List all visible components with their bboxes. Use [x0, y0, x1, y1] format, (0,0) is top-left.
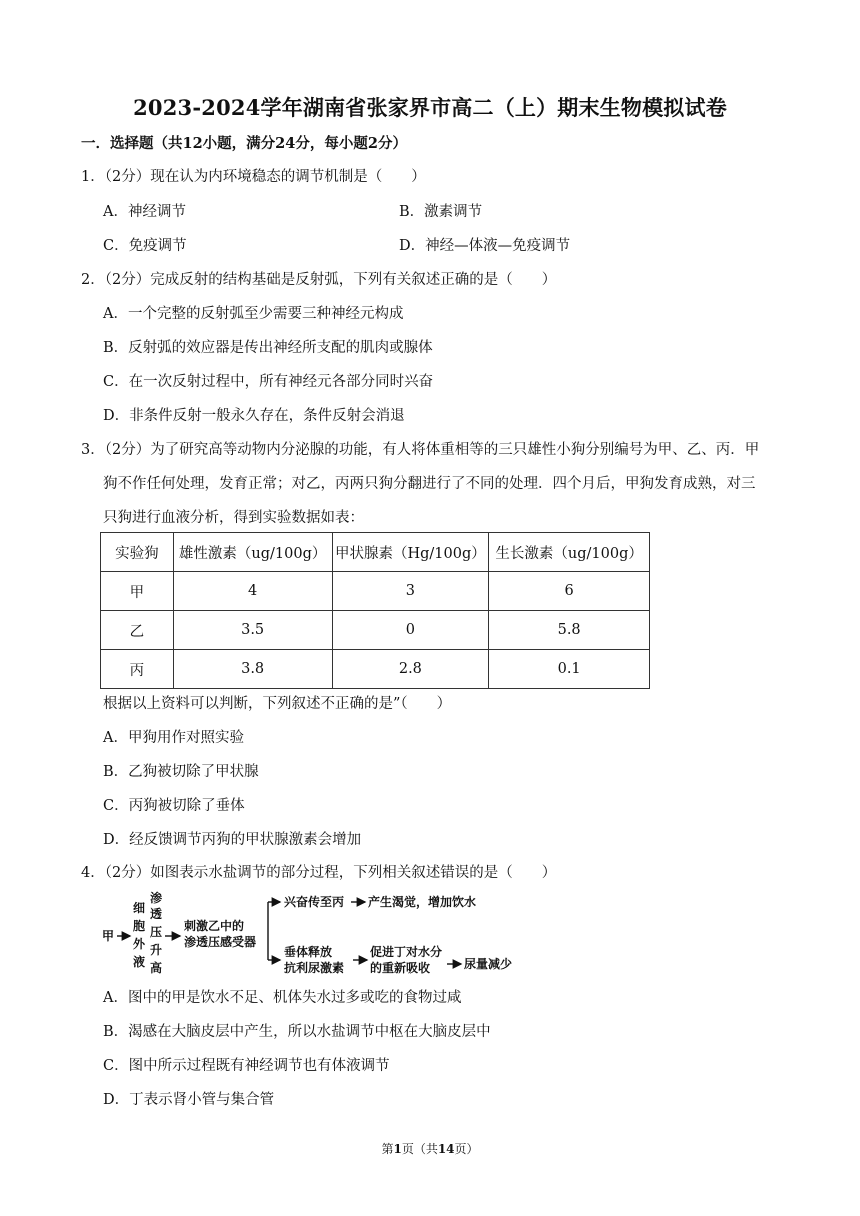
page-footer	[0, 1140, 860, 1157]
table-cell: 甲	[101, 572, 174, 611]
diagram-label-osm-3: 压	[150, 925, 163, 939]
diagram-label-upper-1: 兴奋传至丙	[284, 895, 345, 909]
diagram-label-ecf-3: 外	[133, 937, 146, 951]
question-3-option-a: A．甲狗用作对照实验	[103, 730, 244, 746]
table-header-cell: 生长激素（ug/100g）	[489, 533, 650, 572]
table-cell: 0.1	[489, 650, 650, 689]
diagram-label-osm-4: 升	[150, 943, 163, 957]
question-1-stem: 1．（2分）现在认为内环境稳态的调节机制是（ ）	[81, 169, 426, 185]
section-heading: 一．选择题（共12小题，满分24分，每小题2分）	[81, 135, 407, 152]
question-3-option-c: C．丙狗被切除了垂体	[103, 798, 245, 814]
diagram-label-ecf-1: 细	[133, 901, 146, 915]
water-salt-regulation-diagram	[100, 890, 520, 982]
question-3-prompt: 根据以上资料可以判断，下列叙述不正确的是”（ ）	[103, 696, 452, 712]
question-1-option-d: D．神经—体液—免疫调节	[399, 238, 571, 254]
diagram-label-lower-1a: 垂体释放	[284, 945, 333, 959]
table-cell: 丙	[101, 650, 174, 689]
question-2-option-b: B．反射弧的效应器是传出神经所支配的肌肉或腺体	[103, 340, 433, 356]
diagram-label-osm-1: 渗	[150, 891, 163, 905]
question-3-stem-line3: 只狗进行血液分析，得到实验数据如表：	[103, 510, 364, 526]
diagram-label-upper-2: 产生渴觉，增加饮水	[368, 895, 477, 909]
table-header-cell: 实验狗	[101, 533, 174, 572]
table-row	[101, 611, 650, 650]
table-cell: 0	[332, 611, 489, 650]
footer-suffix: 页）	[454, 1142, 479, 1156]
question-3-stem-line1: 3．（2分）为了研究高等动物内分泌腺的功能，有人将体重相等的三只雄性小狗分别编号为甲、乙、丙．甲	[81, 442, 760, 458]
question-3-stem-line2: 狗不作任何处理，发育正常；对乙，丙两只狗分翻进行了不同的处理．四个月后，甲狗发育成熟，对三	[103, 476, 756, 492]
question-3-option-b: B．乙狗被切除了甲状腺	[103, 764, 259, 780]
table-cell: 4	[173, 572, 332, 611]
question-3-option-d: D．经反馈调节丙狗的甲状腺激素会增加	[103, 832, 362, 848]
table-cell: 5.8	[489, 611, 650, 650]
footer-total-pages: 14	[437, 1142, 455, 1156]
diagram-label-lower-2a: 促进丁对水分	[370, 945, 443, 959]
question-1-option-b: B．激素调节	[399, 204, 483, 220]
footer-prefix: 第	[381, 1142, 394, 1156]
diagram-label-jia: 甲	[102, 929, 115, 943]
diagram-label-lower-2b: 的重新吸收	[370, 961, 431, 975]
question-4-option-a: A．图中的甲是饮水不足、机体失水过多或吃的食物过咸	[103, 990, 462, 1006]
diagram-label-osm-2: 透	[150, 907, 163, 921]
question-4-option-c: C．图中所示过程既有神经调节也有体液调节	[103, 1058, 390, 1074]
table-header-row	[101, 533, 650, 572]
table-cell: 乙	[101, 611, 174, 650]
question-4-option-d: D．丁表示肾小管与集合管	[103, 1092, 275, 1108]
table-row	[101, 572, 650, 611]
footer-page-number: 1	[393, 1142, 402, 1156]
table-header-cell: 雄性激素（ug/100g）	[173, 533, 332, 572]
question-4-stem: 4．（2分）如图表示水盐调节的部分过程，下列相关叙述错误的是（ ）	[81, 865, 557, 881]
diagram-label-receptor-2: 渗透压感受器	[184, 935, 257, 949]
diagram-label-lower-1b: 抗利尿激素	[284, 961, 345, 975]
diagram-label-ecf-2: 胞	[133, 919, 146, 933]
table-cell: 6	[489, 572, 650, 611]
question-2-option-d: D．非条件反射一般永久存在，条件反射会消退	[103, 408, 405, 424]
question-2-option-c: C．在一次反射过程中，所有神经元各部分同时兴奋	[103, 374, 434, 390]
footer-middle: 页（共	[401, 1142, 438, 1156]
diagram-label-receptor-1: 刺激乙中的	[184, 919, 245, 933]
diagram-label-lower-3: 尿量减少	[464, 957, 513, 971]
table-cell: 3.8	[173, 650, 332, 689]
table-row	[101, 650, 650, 689]
question-1-option-a: A．神经调节	[103, 204, 186, 220]
question-2-stem: 2．（2分）完成反射的结构基础是反射弧，下列有关叙述正确的是（ ）	[81, 272, 557, 288]
question-4-option-b: B．渴感在大脑皮层中产生，所以水盐调节中枢在大脑皮层中	[103, 1024, 491, 1040]
page-title: 2023-2024学年湖南省张家界市高二（上）期末生物模拟试卷	[133, 95, 727, 120]
table-cell: 2.8	[332, 650, 489, 689]
table-cell: 3	[332, 572, 489, 611]
diagram-label-osm-5: 高	[150, 961, 163, 975]
question-2-option-a: A．一个完整的反射弧至少需要三种神经元构成	[103, 306, 404, 322]
table-cell: 3.5	[173, 611, 332, 650]
table-header-cell: 甲状腺素（Hg/100g）	[332, 533, 489, 572]
diagram-label-ecf-4: 液	[133, 955, 146, 969]
question-1-option-c: C．免疫调节	[103, 238, 187, 254]
experiment-data-table	[100, 532, 650, 689]
